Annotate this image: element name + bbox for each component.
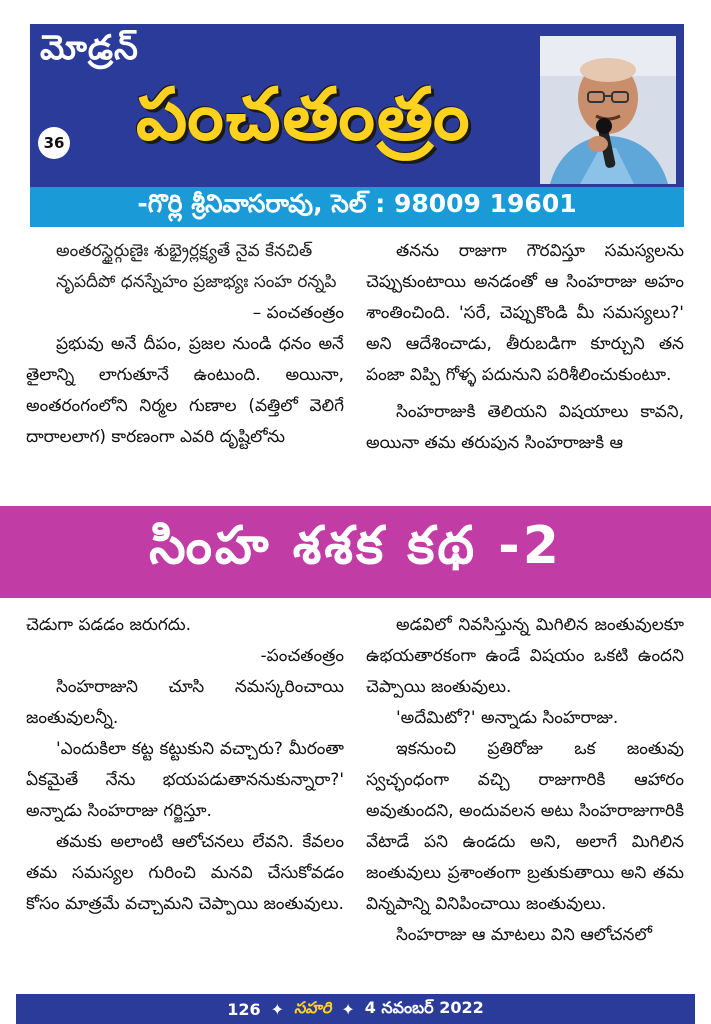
paragraph: తనను రాజుగా గౌరవిస్తూ సమస్యలను చెప్పుకుంటాయి అనడంతో ఆ సింహరాజు అహం శాంతించింది. 'సరే, చెప్పుకొండి మీ సమస్యలు?' అని ఆదేశించాడు, తీరుబడిగా కూర్చుని తన పంజా విప్పి గోళ్ళ పదునుని పరిశీలించుకుంటూ. <box>366 241 684 385</box>
verse-source: -పంచతంత్రం <box>260 646 344 666</box>
series-title: పంచతంత్రం <box>136 72 472 156</box>
issue-date: 4 నవంబర్ 2022 <box>364 997 484 1017</box>
paragraph: సింహరాజుకి తెలియని విషయాలు కావని, అయినా తమ తరుపున సింహరాజుకి ఆ <box>366 402 684 453</box>
verse-line: నృపదీపో ధనస్నేహం ప్రజాభ్యః సంహ రన్నపి <box>56 272 337 292</box>
page-footer <box>16 994 695 1024</box>
paragraph: తమకు అలాంటి ఆలోచనలు లేవని. కేవలం తమ సమస్యల గురించి మనవి చేసుకోవడం కోసం మాత్రమే వచ్చామని చెప్పాయి జంతువులు. <box>26 832 344 914</box>
author-photo <box>540 36 676 184</box>
paragraph: 'అదేమిటో?' అన్నాడు సింహరాజు. <box>396 708 619 728</box>
story-title: సింహ శశక కథ -2 <box>149 515 562 576</box>
footer-separator: ✦ <box>270 999 285 1019</box>
verse-line: అంతరస్థైర్గుణైః శుభ్రైర్లక్ష్యతే నైవ కేనచిత్ <box>56 241 313 261</box>
bottom-left-column <box>26 610 344 920</box>
paragraph: చెడుగా పడడం జరుగదు. <box>26 615 192 635</box>
footer-separator: ✦ <box>341 999 355 1019</box>
top-right-column <box>366 236 684 459</box>
paragraph: అడవిలో నివసిస్తున్న మిగిలిన జంతువులకూ ఉభయతారకంగా ఉండే విషయం ఒకటి ఉందని చెప్పాయి జంతువులు. <box>366 615 684 697</box>
verse-source: – పంచతంత్రం <box>252 303 344 323</box>
paragraph: 'ఎందుకిలా కట్ట కట్టుకుని వచ్చారు? మీరంతా ఏకమైతే నేను భయపడుతాననుకున్నారా?' అన్నాడు సింహరాజు గర్జిస్తూ. <box>26 739 344 821</box>
author-contact-bar: -గొర్లి శ్రీనివాసరావు, సెల్ : 98009 19601 <box>30 187 684 227</box>
paragraph: సింహరాజు ఆ మాటలు విని ఆలోచనలో <box>396 925 652 945</box>
series-prefix: మోడ్రన్ <box>40 28 139 68</box>
story-title-band <box>0 506 711 598</box>
paragraph: సింహరాజుని చూసి నమస్కరించాయి జంతువులన్నీ. <box>26 677 344 728</box>
top-left-column <box>26 236 344 453</box>
paragraph: ప్రభువు అనే దీపం, ప్రజల నుండి ధనం అనే తైలాన్ని లాగుతూనే ఉంటుంది. అయినా, అంతరంగంలోని నిర్మల గుణాల (వత్తిలో వెలిగే దారాలలాగ) కారణంగా ఎవరి దృష్టిలోను <box>26 334 344 447</box>
magazine-name: సహరి <box>294 997 332 1017</box>
page-number: 126 <box>227 999 261 1019</box>
issue-badge: 36 <box>38 127 70 159</box>
bottom-right-column <box>366 610 684 951</box>
paragraph: ఇకనుంచి ప్రతిరోజు ఒక జంతువు స్వచ్ఛంధంగా వచ్చి రాజుగారికి ఆహారం అవుతుందని, అందువలన అటు సింహరాజుగారికి వేటాడే పని ఉండదు అని, అలాగే మిగిలిన జంతువులు ప్రశాంతంగా బ్రతుకుతాయి అని తమ విన్నపాన్ని వినిపించాయి జంతువులు. <box>366 739 684 914</box>
